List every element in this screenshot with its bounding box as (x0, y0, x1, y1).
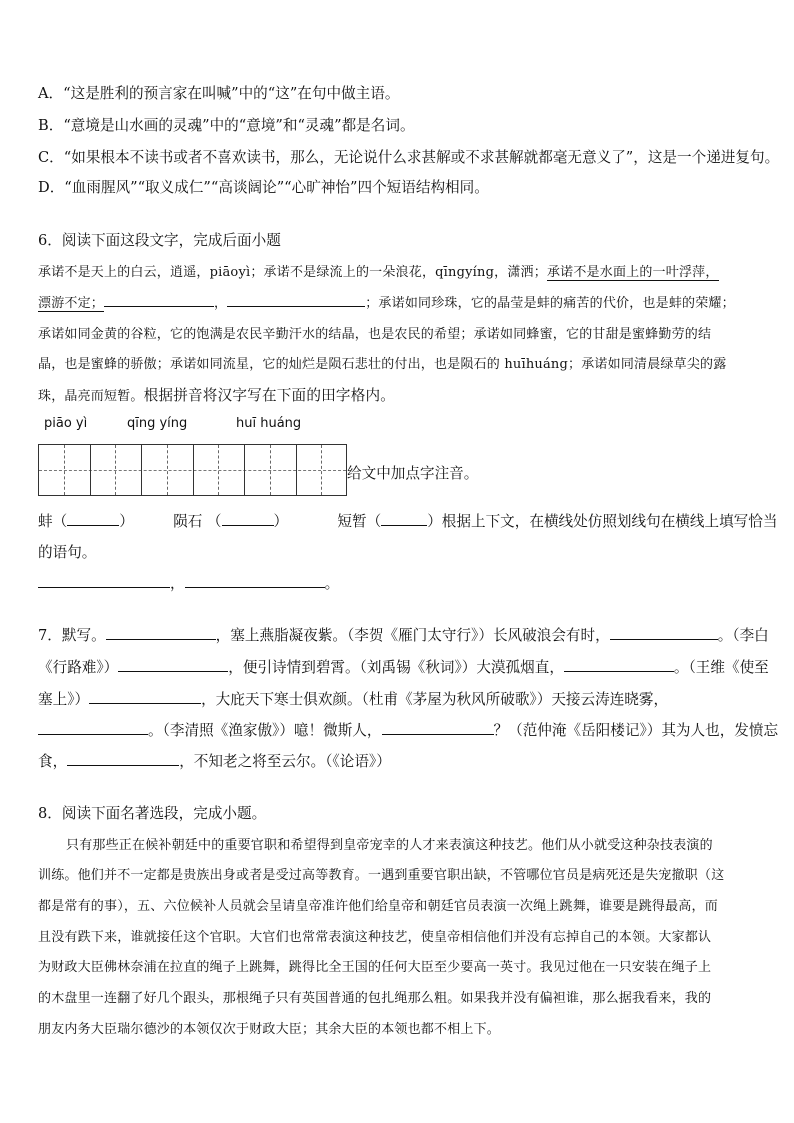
q7-line: 7．默写。 ，塞上燕脂凝夜紫。（李贺《雁门太守行》）长风破浪会有时， 。（李白 (38, 627, 769, 644)
q6-passage-line: 漂游不定； ， ；承诺如同珍珠，它的晶莹是蚌的痛苦的代价，也是蚌的荣耀； (38, 292, 735, 311)
annotation-line-end: 的语句。 (38, 544, 97, 561)
fill-blank[interactable] (118, 657, 228, 672)
fill-blank[interactable] (610, 625, 718, 640)
q7-line: 。（李清照《渔家傲》）噫！微斯人， ？（范仲淹《岳阳楼记》）其为人也，发愤忘 (38, 719, 778, 740)
fill-blank[interactable] (38, 720, 148, 735)
option-b: B．“意境是山水画的灵魂”中的“意境”和“灵魂”都是名词。 (38, 117, 415, 134)
option-c: C．“如果根本不读书或者不喜欢读书，那么，无论说什么求甚解或不求甚解就都毫无意义了”，这是一个递进复句。 (38, 149, 780, 166)
tianzige-grid[interactable] (38, 444, 347, 496)
q8-passage-line: 为财政大臣佛林奈浦在拉直的绳子上跳舞，跳得比全王国的任何大臣至少要高一英寸。我见过他在一只安装在绳子上 (38, 960, 712, 975)
fill-blank[interactable] (227, 292, 365, 307)
annotation-line: 蚌（ ） 陨石 （ ） 短暂（ ）根据上下文，在横线处仿照划线句在横线上填写恰当 (38, 513, 778, 530)
option-a: A．“这是胜利的预言家在叫喊”中的“这”在句中做主语。 (38, 85, 400, 102)
fill-blank[interactable] (38, 573, 170, 588)
fill-blank[interactable] (104, 292, 214, 307)
q6-passage-line: 珠，晶亮而短暂。根据拼音将汉字写在下面的田字格内。 (38, 387, 396, 404)
q8-passage-line: 都是常有的事），五、六位候补人员就会呈请皇帝准许他们给皇帝和朝廷官员表演一次绳上跳舞，谁要是跳得最高，而 (38, 899, 718, 914)
q6-passage-line: 晶，也是蜜蜂的骄傲；承诺如同流星，它的灿烂是陨石悲壮的付出，也是陨石的 huīhuáng；承诺如同清晨绿草尖的露 (38, 357, 727, 372)
q6-title: 6．阅读下面这段文字，完成后面小题 (38, 232, 281, 249)
pinyin-label: qīng yíng (127, 416, 188, 431)
fill-blank[interactable] (67, 751, 179, 766)
fill-blank[interactable] (106, 625, 216, 640)
pinyin-label: huī huáng (236, 416, 302, 431)
option-d: D．“血雨腥风”“取义成仁”“高谈阔论”“心旷神怡”四个短语结构相同。 (38, 179, 489, 196)
q8-passage-line: 的木盘里一连翻了好几个跟头，那根绳子只有英国普通的包扎绳那么粗。如果我并没有偏袒谁，那么据我看来，我的 (38, 991, 712, 1006)
q8-title: 8．阅读下面名著选段，完成小题。 (38, 805, 267, 822)
q7-line: 食， ，不知老之将至云尔。（《论语》） (38, 753, 391, 770)
answer-line: ， 。 (38, 572, 339, 593)
fill-blank[interactable] (382, 720, 494, 735)
q8-passage-line: 只有那些正在候补朝廷中的重要官职和希望得到皇帝宠幸的人才来表演这种技艺。他们从小就受这种杂技表演的 (66, 838, 713, 853)
fill-blank[interactable] (381, 511, 427, 526)
pinyin-label: piāo yì (44, 416, 88, 431)
fill-blank[interactable] (564, 657, 674, 672)
q6-passage-line: 承诺如同金黄的谷粒，它的饱满是农民辛勤汗水的结晶，也是农民的希望；承诺如同蜂蜜，它的甘甜是蜜蜂勤劳的结 (38, 327, 712, 342)
underlined-sentence: 承诺不是水面上的一叶浮萍， (546, 265, 719, 280)
fill-blank[interactable] (67, 511, 119, 526)
fill-blank[interactable] (185, 573, 325, 588)
fill-blank[interactable] (89, 689, 201, 704)
q8-passage-line: 且没有跌下来，谁就接任这个官职。大官们也常常表演这种技艺，使皇帝相信他们并没有忘掉自己的本领。大家都认 (38, 930, 712, 945)
grid-note: 给文中加点字注音。 (347, 465, 479, 482)
q6-passage-line: 承诺不是天上的白云，逍遥，piāoyì；承诺不是绿流上的一朵浪花，qīngyíng，潇洒；承诺不是水面上的一叶浮萍， (38, 265, 719, 280)
q7-line: 塞上》） ，大庇天下寒士俱欢颜。（杜甫《茅屋为秋风所破歌》）天接云涛连晓雾， (38, 691, 669, 708)
q8-passage-line: 朋友内务大臣瑞尔德沙的本领仅次于财政大臣；其余大臣的本领也都不相上下。 (38, 1022, 501, 1037)
fill-blank[interactable] (222, 511, 274, 526)
q8-passage-line: 训练。他们并不一定都是贵族出身或者是受过高等教育。一遇到重要官职出缺，不管哪位官员是病死还是失宠撤职（这 (38, 868, 725, 883)
q7-line: 《行路难》） ，便引诗情到碧霄。（刘禹锡《秋词》）大漠孤烟直， 。（王维《使至 (38, 659, 769, 676)
